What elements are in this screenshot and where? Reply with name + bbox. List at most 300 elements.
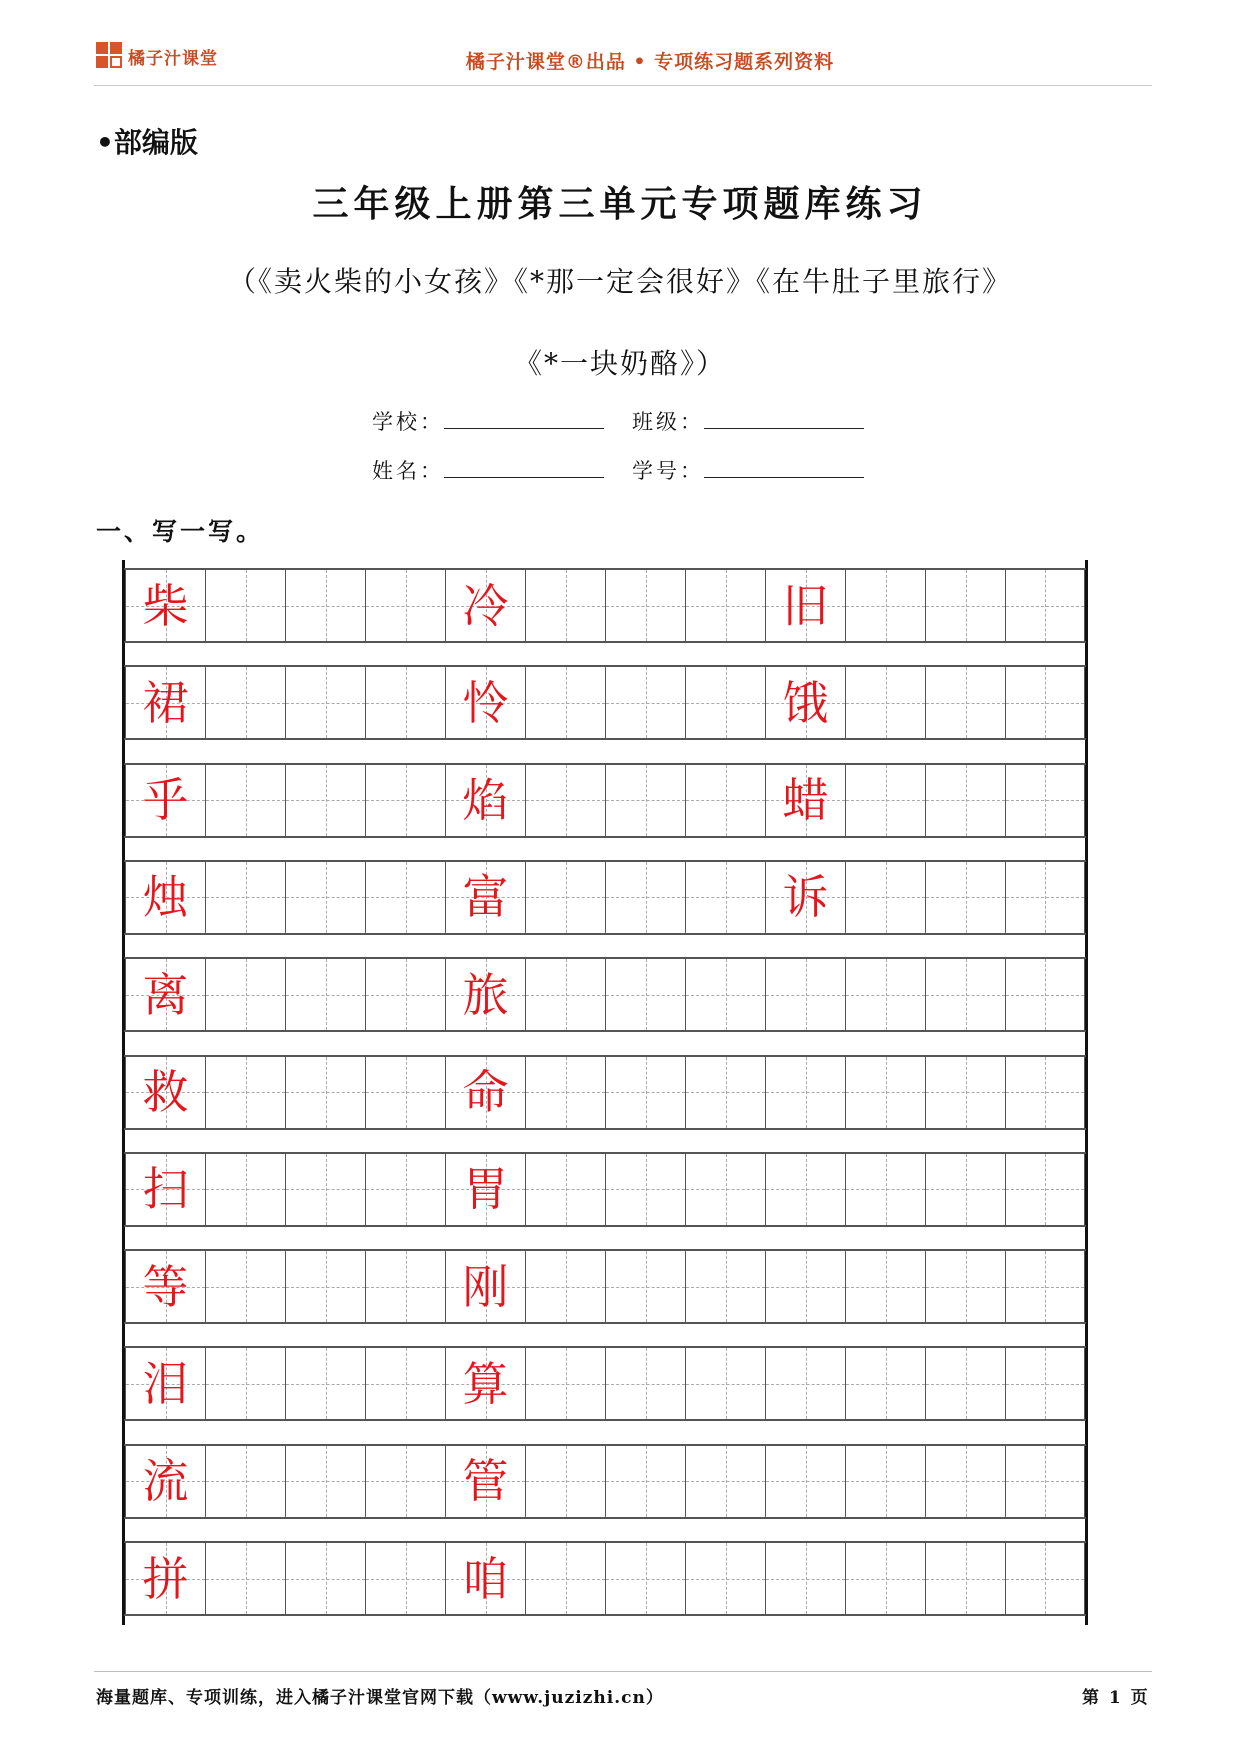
- grid-guide-horizontal: [606, 1189, 685, 1190]
- grid-guide-horizontal: [926, 995, 1005, 996]
- class-field[interactable]: [704, 428, 864, 429]
- grid-guide-horizontal: [366, 897, 445, 898]
- grid-guide-horizontal: [526, 606, 605, 607]
- model-character-cell: [765, 570, 845, 641]
- practice-cell[interactable]: [205, 765, 285, 836]
- grid-guide-horizontal: [846, 703, 925, 704]
- model-character-cell: [125, 1251, 205, 1322]
- practice-cell[interactable]: [845, 1446, 925, 1517]
- grid-guide-horizontal: [606, 897, 685, 898]
- writing-row: [124, 1346, 1086, 1421]
- row-bottom-line: [124, 933, 1086, 935]
- grid-guide-horizontal: [526, 1189, 605, 1190]
- practice-cell[interactable]: [845, 570, 925, 641]
- practice-cell[interactable]: [845, 1543, 925, 1614]
- student-id-label: 学号：: [632, 459, 704, 483]
- practice-cell[interactable]: [1005, 1348, 1085, 1419]
- practice-cell[interactable]: [285, 1348, 365, 1419]
- grid-guide-horizontal: [206, 1287, 285, 1288]
- model-character: 裙: [142, 675, 189, 730]
- page-number: 第 1 页: [1082, 1688, 1150, 1708]
- practice-cell[interactable]: [1005, 667, 1085, 738]
- practice-cell[interactable]: [925, 1446, 1005, 1517]
- grid-guide-horizontal: [206, 606, 285, 607]
- practice-cell[interactable]: [685, 570, 765, 641]
- grid-guide-horizontal: [1006, 897, 1084, 898]
- model-character: [766, 959, 845, 1030]
- practice-cell[interactable]: [525, 1348, 605, 1419]
- practice-cell[interactable]: [605, 1057, 685, 1128]
- practice-cell[interactable]: [845, 765, 925, 836]
- grid-guide-horizontal: [366, 1287, 445, 1288]
- practice-cell[interactable]: [365, 667, 445, 738]
- practice-cell[interactable]: [525, 862, 605, 933]
- practice-cell[interactable]: [205, 1154, 285, 1225]
- model-character-cell: [125, 765, 205, 836]
- name-label: 姓名：: [372, 459, 444, 483]
- model-character: [766, 1543, 845, 1614]
- grid-guide-horizontal: [1006, 703, 1084, 704]
- model-character: 胃: [462, 1162, 509, 1217]
- grid-guide-horizontal: [206, 1189, 285, 1190]
- practice-cell[interactable]: [605, 570, 685, 641]
- grid-guide-horizontal: [286, 995, 365, 996]
- model-character-cell: [765, 1251, 845, 1322]
- row-bottom-line: [124, 1419, 1086, 1421]
- practice-cell[interactable]: [285, 1251, 365, 1322]
- practice-cell[interactable]: [525, 1543, 605, 1614]
- practice-cell[interactable]: [605, 1446, 685, 1517]
- grid-guide-horizontal: [366, 1384, 445, 1385]
- model-character-cell: [445, 667, 525, 738]
- grid-guide-horizontal: [366, 1579, 445, 1580]
- grid-guide-horizontal: [526, 1579, 605, 1580]
- lesson-list-line-1: （《卖火柴的小女孩》《*那一定会很好》《在牛肚子里旅行》: [227, 265, 1012, 298]
- grid-guide-horizontal: [1006, 1481, 1084, 1482]
- writing-grid: [124, 560, 1086, 1625]
- practice-cell[interactable]: [1005, 1446, 1085, 1517]
- row-bottom-line: [124, 738, 1086, 740]
- model-character: 命: [462, 1065, 509, 1119]
- practice-cell[interactable]: [365, 1154, 445, 1225]
- model-character-cell: [765, 862, 845, 933]
- practice-cell[interactable]: [285, 667, 365, 738]
- grid-guide-horizontal: [1006, 1384, 1084, 1385]
- model-character: 冷: [462, 578, 509, 633]
- row-bottom-line: [124, 641, 1086, 643]
- row-bottom-line: [124, 836, 1086, 838]
- grid-guide-horizontal: [846, 1481, 925, 1482]
- model-character-cell: [445, 1154, 525, 1225]
- grid-guide-horizontal: [846, 1092, 925, 1093]
- grid-guide-horizontal: [686, 1287, 765, 1288]
- model-character: 拼: [142, 1551, 189, 1606]
- grid-guide-horizontal: [526, 1384, 605, 1385]
- grid-guide-horizontal: [1006, 1189, 1084, 1190]
- writing-row: [124, 1055, 1086, 1130]
- grid-guide-horizontal: [206, 897, 285, 898]
- lesson-list-line-2: 《*一块奶酪》）: [513, 347, 726, 380]
- grid-guide-horizontal: [606, 606, 685, 607]
- model-character-cell: [765, 1446, 845, 1517]
- grid-guide-horizontal: [606, 1481, 685, 1482]
- brand-logo: [96, 42, 218, 70]
- practice-cell[interactable]: [685, 959, 765, 1030]
- row-bottom-line: [124, 1225, 1086, 1227]
- model-character-cell: [125, 959, 205, 1030]
- grid-guide-horizontal: [1006, 995, 1084, 996]
- model-character-cell: [765, 667, 845, 738]
- model-character: 焰: [462, 773, 509, 828]
- writing-row: [124, 957, 1086, 1032]
- grid-guide-horizontal: [286, 1579, 365, 1580]
- practice-cell[interactable]: [285, 959, 365, 1030]
- grid-guide-horizontal: [206, 1384, 285, 1385]
- footer-text: 海量题库、专项训练，进入橘子汁课堂官网下载（www.juzizhi.cn）: [96, 1688, 664, 1708]
- grid-guide-horizontal: [606, 1287, 685, 1288]
- grid-guide-horizontal: [606, 1384, 685, 1385]
- school-field[interactable]: [444, 428, 604, 429]
- grid-guide-horizontal: [686, 1481, 765, 1482]
- student-id-field[interactable]: [704, 477, 864, 478]
- grid-guide-horizontal: [686, 1384, 765, 1385]
- model-character-cell: [445, 765, 525, 836]
- practice-cell[interactable]: [365, 1057, 445, 1128]
- writing-row: [124, 568, 1086, 643]
- writing-row: [124, 1444, 1086, 1519]
- practice-cell[interactable]: [285, 1446, 365, 1517]
- practice-cell[interactable]: [1005, 570, 1085, 641]
- grid-guide-horizontal: [286, 703, 365, 704]
- row-bottom-line: [124, 1517, 1086, 1519]
- grid-guide-horizontal: [286, 1481, 365, 1482]
- model-character-cell: [445, 570, 525, 641]
- grid-guide-horizontal: [206, 703, 285, 704]
- practice-cell[interactable]: [925, 570, 1005, 641]
- practice-cell[interactable]: [605, 667, 685, 738]
- grid-guide-horizontal: [606, 995, 685, 996]
- model-character: 咱: [462, 1551, 509, 1606]
- practice-cell[interactable]: [205, 959, 285, 1030]
- grid-guide-horizontal: [846, 995, 925, 996]
- practice-cell[interactable]: [365, 1251, 445, 1322]
- model-character: 流: [142, 1454, 189, 1509]
- practice-cell[interactable]: [925, 667, 1005, 738]
- grid-guide-horizontal: [366, 606, 445, 607]
- practice-cell[interactable]: [365, 1446, 445, 1517]
- practice-cell[interactable]: [1005, 959, 1085, 1030]
- model-character: 富: [462, 870, 509, 925]
- practice-cell[interactable]: [685, 1348, 765, 1419]
- practice-cell[interactable]: [605, 765, 685, 836]
- model-character: 饿: [782, 675, 829, 730]
- practice-cell[interactable]: [525, 1446, 605, 1517]
- practice-cell[interactable]: [285, 765, 365, 836]
- grid-guide-horizontal: [526, 800, 605, 801]
- practice-cell[interactable]: [1005, 862, 1085, 933]
- practice-cell[interactable]: [1005, 765, 1085, 836]
- model-character-cell: [765, 1057, 845, 1128]
- model-character: 旅: [462, 967, 509, 1022]
- model-character: 管: [462, 1454, 509, 1509]
- section-title-write: 一、写一写。: [96, 517, 265, 546]
- model-character-cell: [445, 1348, 525, 1419]
- school-label: 学校：: [372, 410, 444, 434]
- model-character-cell: [125, 1348, 205, 1419]
- practice-cell[interactable]: [525, 959, 605, 1030]
- grid-guide-horizontal: [206, 800, 285, 801]
- model-character-cell: [765, 1154, 845, 1225]
- practice-cell[interactable]: [925, 959, 1005, 1030]
- grid-guide-horizontal: [286, 1189, 365, 1190]
- grid-guide-horizontal: [926, 800, 1005, 801]
- grid-guide-horizontal: [606, 1092, 685, 1093]
- model-character: [766, 1446, 845, 1517]
- grid-guide-horizontal: [1006, 800, 1084, 801]
- practice-cell[interactable]: [365, 959, 445, 1030]
- grid-guide-horizontal: [686, 800, 765, 801]
- practice-cell[interactable]: [1005, 1251, 1085, 1322]
- model-character-cell: [125, 1057, 205, 1128]
- edition-label: •部编版: [96, 126, 198, 159]
- grid-guide-horizontal: [926, 1384, 1005, 1385]
- practice-cell[interactable]: [685, 1543, 765, 1614]
- grid-guide-horizontal: [686, 1579, 765, 1580]
- grid-guide-horizontal: [686, 1092, 765, 1093]
- grid-guide-horizontal: [526, 1287, 605, 1288]
- practice-cell[interactable]: [1005, 1154, 1085, 1225]
- practice-cell[interactable]: [605, 1348, 685, 1419]
- practice-cell[interactable]: [205, 862, 285, 933]
- writing-row: [124, 763, 1086, 838]
- model-character: 扫: [142, 1162, 189, 1217]
- model-character: 柴: [142, 578, 189, 633]
- model-character: 乎: [142, 773, 189, 828]
- writing-row: [124, 1541, 1086, 1616]
- practice-cell[interactable]: [1005, 1057, 1085, 1128]
- grid-guide-horizontal: [286, 606, 365, 607]
- grid-guide-horizontal: [926, 1481, 1005, 1482]
- model-character: 刚: [462, 1259, 509, 1314]
- writing-row: [124, 665, 1086, 740]
- grid-guide-horizontal: [206, 995, 285, 996]
- grid-guide-horizontal: [686, 606, 765, 607]
- grid-guide-horizontal: [366, 800, 445, 801]
- practice-cell[interactable]: [925, 765, 1005, 836]
- row-bottom-line: [124, 1322, 1086, 1324]
- grid-guide-horizontal: [606, 1579, 685, 1580]
- writing-row: [124, 860, 1086, 935]
- grid-guide-horizontal: [366, 1092, 445, 1093]
- grid-guide-horizontal: [686, 1189, 765, 1190]
- model-character: 等: [142, 1259, 189, 1314]
- practice-cell[interactable]: [205, 1543, 285, 1614]
- practice-cell[interactable]: [525, 667, 605, 738]
- grid-guide-horizontal: [526, 897, 605, 898]
- grid-guide-horizontal: [846, 1579, 925, 1580]
- practice-cell[interactable]: [845, 1251, 925, 1322]
- grid-guide-horizontal: [366, 1189, 445, 1190]
- practice-cell[interactable]: [525, 765, 605, 836]
- grid-guide-horizontal: [526, 703, 605, 704]
- grid-guide-horizontal: [286, 897, 365, 898]
- grid-guide-horizontal: [526, 1481, 605, 1482]
- model-character-cell: [125, 1154, 205, 1225]
- practice-cell[interactable]: [605, 1543, 685, 1614]
- grid-guide-horizontal: [286, 800, 365, 801]
- practice-cell[interactable]: [685, 1251, 765, 1322]
- grid-guide-horizontal: [206, 1481, 285, 1482]
- model-character: 救: [142, 1065, 189, 1119]
- practice-cell[interactable]: [925, 1251, 1005, 1322]
- practice-cell[interactable]: [365, 765, 445, 836]
- grid-guide-horizontal: [526, 1092, 605, 1093]
- model-character-cell: [445, 1057, 525, 1128]
- practice-cell[interactable]: [525, 570, 605, 641]
- model-character-cell: [445, 1251, 525, 1322]
- name-field[interactable]: [444, 477, 604, 478]
- model-character: 怜: [462, 675, 509, 730]
- practice-cell[interactable]: [925, 1154, 1005, 1225]
- grid-guide-horizontal: [686, 995, 765, 996]
- practice-cell[interactable]: [845, 1348, 925, 1419]
- grid-guide-horizontal: [846, 1384, 925, 1385]
- grid-guide-horizontal: [926, 1579, 1005, 1580]
- practice-cell[interactable]: [605, 1154, 685, 1225]
- practice-cell[interactable]: [605, 862, 685, 933]
- grid-guide-horizontal: [286, 1287, 365, 1288]
- practice-cell[interactable]: [685, 1446, 765, 1517]
- practice-cell[interactable]: [205, 1251, 285, 1322]
- grid-guide-horizontal: [526, 995, 605, 996]
- practice-cell[interactable]: [365, 1543, 445, 1614]
- practice-cell[interactable]: [285, 1543, 365, 1614]
- model-character-cell: [445, 862, 525, 933]
- grid-guide-horizontal: [1006, 606, 1084, 607]
- grid-guide-horizontal: [926, 703, 1005, 704]
- practice-cell[interactable]: [845, 667, 925, 738]
- practice-cell[interactable]: [205, 1446, 285, 1517]
- practice-cell[interactable]: [685, 1154, 765, 1225]
- practice-cell[interactable]: [845, 959, 925, 1030]
- grid-guide-horizontal: [926, 1189, 1005, 1190]
- model-character-cell: [445, 1543, 525, 1614]
- practice-cell[interactable]: [685, 765, 765, 836]
- header-title: 橘子汁课堂®出品 • 专项练习题系列资料: [465, 51, 835, 73]
- practice-cell[interactable]: [605, 1251, 685, 1322]
- writing-row: [124, 1152, 1086, 1227]
- model-character-cell: [765, 959, 845, 1030]
- logo-icon: [96, 42, 124, 70]
- grid-guide-horizontal: [366, 1481, 445, 1482]
- practice-cell[interactable]: [205, 570, 285, 641]
- footer-divider: [94, 1671, 1152, 1672]
- class-label: 班级：: [632, 410, 704, 434]
- model-character-cell: [125, 570, 205, 641]
- practice-cell[interactable]: [525, 1251, 605, 1322]
- practice-cell[interactable]: [685, 1057, 765, 1128]
- grid-guide-horizontal: [366, 703, 445, 704]
- practice-cell[interactable]: [685, 667, 765, 738]
- practice-cell[interactable]: [1005, 1543, 1085, 1614]
- grid-guide-horizontal: [286, 1384, 365, 1385]
- grid-guide-horizontal: [1006, 1579, 1084, 1580]
- model-character: [766, 1057, 845, 1128]
- grid-guide-horizontal: [926, 1092, 1005, 1093]
- model-character-cell: [765, 765, 845, 836]
- grid-guide-horizontal: [606, 800, 685, 801]
- grid-guide-horizontal: [686, 897, 765, 898]
- model-character: [766, 1154, 845, 1225]
- model-character: 算: [462, 1356, 509, 1411]
- practice-cell[interactable]: [285, 862, 365, 933]
- practice-cell[interactable]: [365, 570, 445, 641]
- practice-cell[interactable]: [205, 667, 285, 738]
- practice-cell[interactable]: [525, 1154, 605, 1225]
- grid-guide-horizontal: [846, 1287, 925, 1288]
- grid-guide-horizontal: [846, 606, 925, 607]
- grid-guide-horizontal: [1006, 1092, 1084, 1093]
- header-divider: [94, 85, 1152, 86]
- page-title: 三年级上册第三单元专项题库练习: [312, 183, 928, 225]
- practice-cell[interactable]: [845, 1154, 925, 1225]
- practice-cell[interactable]: [205, 1057, 285, 1128]
- grid-guide-horizontal: [926, 606, 1005, 607]
- practice-cell[interactable]: [525, 1057, 605, 1128]
- practice-cell[interactable]: [925, 1057, 1005, 1128]
- grid-guide-horizontal: [206, 1092, 285, 1093]
- practice-cell[interactable]: [205, 1348, 285, 1419]
- model-character-cell: [125, 1543, 205, 1614]
- model-character-cell: [445, 1446, 525, 1517]
- model-character: [766, 1251, 845, 1322]
- row-bottom-line: [124, 1614, 1086, 1616]
- row-bottom-line: [124, 1128, 1086, 1130]
- practice-cell[interactable]: [285, 1154, 365, 1225]
- model-character: 诉: [782, 870, 829, 925]
- practice-cell[interactable]: [685, 862, 765, 933]
- practice-cell[interactable]: [285, 1057, 365, 1128]
- practice-cell[interactable]: [925, 1348, 1005, 1419]
- row-bottom-line: [124, 1030, 1086, 1032]
- practice-cell[interactable]: [925, 862, 1005, 933]
- model-character-cell: [125, 1446, 205, 1517]
- practice-cell[interactable]: [365, 862, 445, 933]
- model-character: 泪: [142, 1356, 189, 1411]
- model-character-cell: [765, 1543, 845, 1614]
- writing-row: [124, 1249, 1086, 1324]
- model-character: 旧: [782, 578, 829, 633]
- grid-guide-horizontal: [846, 800, 925, 801]
- grid-guide-horizontal: [686, 703, 765, 704]
- model-character: 烛: [142, 870, 189, 925]
- practice-cell[interactable]: [365, 1348, 445, 1419]
- grid-guide-horizontal: [206, 1579, 285, 1580]
- practice-cell[interactable]: [845, 862, 925, 933]
- logo-text: 橘子汁课堂: [128, 48, 218, 69]
- practice-cell[interactable]: [925, 1543, 1005, 1614]
- practice-cell[interactable]: [285, 570, 365, 641]
- model-character-cell: [125, 862, 205, 933]
- model-character: 离: [142, 967, 189, 1022]
- grid-guide-horizontal: [606, 703, 685, 704]
- grid-guide-horizontal: [846, 1189, 925, 1190]
- model-character-cell: [125, 667, 205, 738]
- practice-cell[interactable]: [605, 959, 685, 1030]
- grid-guide-horizontal: [366, 995, 445, 996]
- grid-guide-horizontal: [1006, 1287, 1084, 1288]
- practice-cell[interactable]: [845, 1057, 925, 1128]
